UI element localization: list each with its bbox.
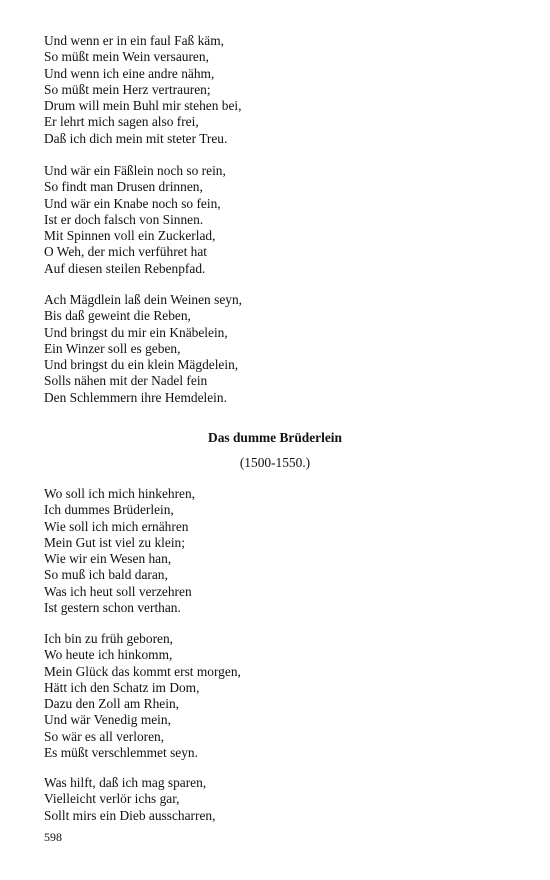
- poem2-stanza-1: [44, 486, 524, 616]
- verse-line: O Weh, der mich verführet hat: [44, 244, 208, 260]
- verse-line: Hätt ich den Schatz im Dom,: [44, 679, 200, 695]
- verse-line: Mein Glück das kommt erst morgen,: [44, 663, 241, 679]
- poem2-stanza-3: [44, 775, 524, 824]
- poem-title: Das dumme Brüderlein: [208, 430, 342, 445]
- verse-line: Sollt mirs ein Dieb ausscharren,: [44, 807, 216, 823]
- poem1-stanza-1: [44, 33, 524, 147]
- verse-line: Ich dummes Brüderlein,: [44, 502, 174, 518]
- verse-line: So müßt mein Wein versauren,: [44, 49, 209, 65]
- verse-line: Ist er doch falsch von Sinnen.: [44, 211, 204, 227]
- verse-line: So müßt mein Herz vertrauren;: [44, 81, 211, 97]
- verse-line: So findt man Drusen drinnen,: [44, 179, 203, 195]
- verse-line: Daß ich dich mein mit steter Treu.: [44, 130, 228, 146]
- verse-line: Dazu den Zoll am Rhein,: [44, 696, 179, 712]
- verse-line: Und bringst du mir ein Knäbelein,: [44, 324, 228, 340]
- verse-line: Solls nähen mit der Nadel fein: [44, 373, 208, 389]
- verse-line: Den Schlemmern ihre Hemdelein.: [44, 389, 227, 405]
- verse-line: Drum will mein Buhl mir stehen bei,: [44, 98, 242, 114]
- poem2-stanza-2: [44, 631, 524, 761]
- verse-line: Ist gestern schon verthan.: [44, 600, 181, 616]
- verse-line: Ich bin zu früh geboren,: [44, 631, 174, 646]
- verse-line: Vielleicht verlör ichs gar,: [44, 791, 180, 807]
- verse-line: Er lehrt mich sagen also frei,: [44, 114, 199, 130]
- verse-line: Und bringst du ein klein Mägdelein,: [44, 357, 239, 373]
- verse-line: Was ich heut soll verzehren: [44, 583, 192, 599]
- verse-line: Es müßt verschlemmet seyn.: [44, 745, 198, 761]
- verse-line: Und wenn er in ein faul Faß käm,: [44, 33, 224, 48]
- verse-line: Und wär ein Knabe noch so fein,: [44, 195, 221, 211]
- verse-line: Und wenn ich eine andre nähm,: [44, 65, 215, 81]
- verse-line: Ach Mägdlein laß dein Weinen seyn,: [44, 292, 242, 307]
- verse-line: Und wär Venedig mein,: [44, 712, 171, 728]
- verse-line: Wo soll ich mich hinkehren,: [44, 486, 196, 501]
- poem1-stanza-2: [44, 163, 524, 277]
- page-number: 598: [44, 830, 62, 844]
- verse-line: So wär es all verloren,: [44, 728, 165, 744]
- poem-date: (1500-1550.): [239, 455, 311, 470]
- verse-line: Mit Spinnen voll ein Zuckerlad,: [44, 228, 216, 244]
- verse-line: Wie wir ein Wesen han,: [44, 551, 172, 567]
- verse-line: So muß ich bald daran,: [44, 567, 168, 583]
- verse-line: Bis daß geweint die Reben,: [44, 308, 191, 324]
- verse-line: Und wär ein Fäßlein noch so rein,: [44, 163, 226, 178]
- verse-line: Wie soll ich mich ernähren: [44, 518, 189, 534]
- poem1-stanza-3: [44, 292, 524, 406]
- verse-line: Mein Gut ist viel zu klein;: [44, 534, 185, 550]
- verse-line: Was hilft, daß ich mag sparen,: [44, 775, 207, 790]
- verse-line: Wo heute ich hinkomm,: [44, 647, 173, 663]
- verse-line: Auf diesen steilen Rebenpfad.: [44, 260, 206, 276]
- verse-line: Ein Winzer soll es geben,: [44, 340, 181, 356]
